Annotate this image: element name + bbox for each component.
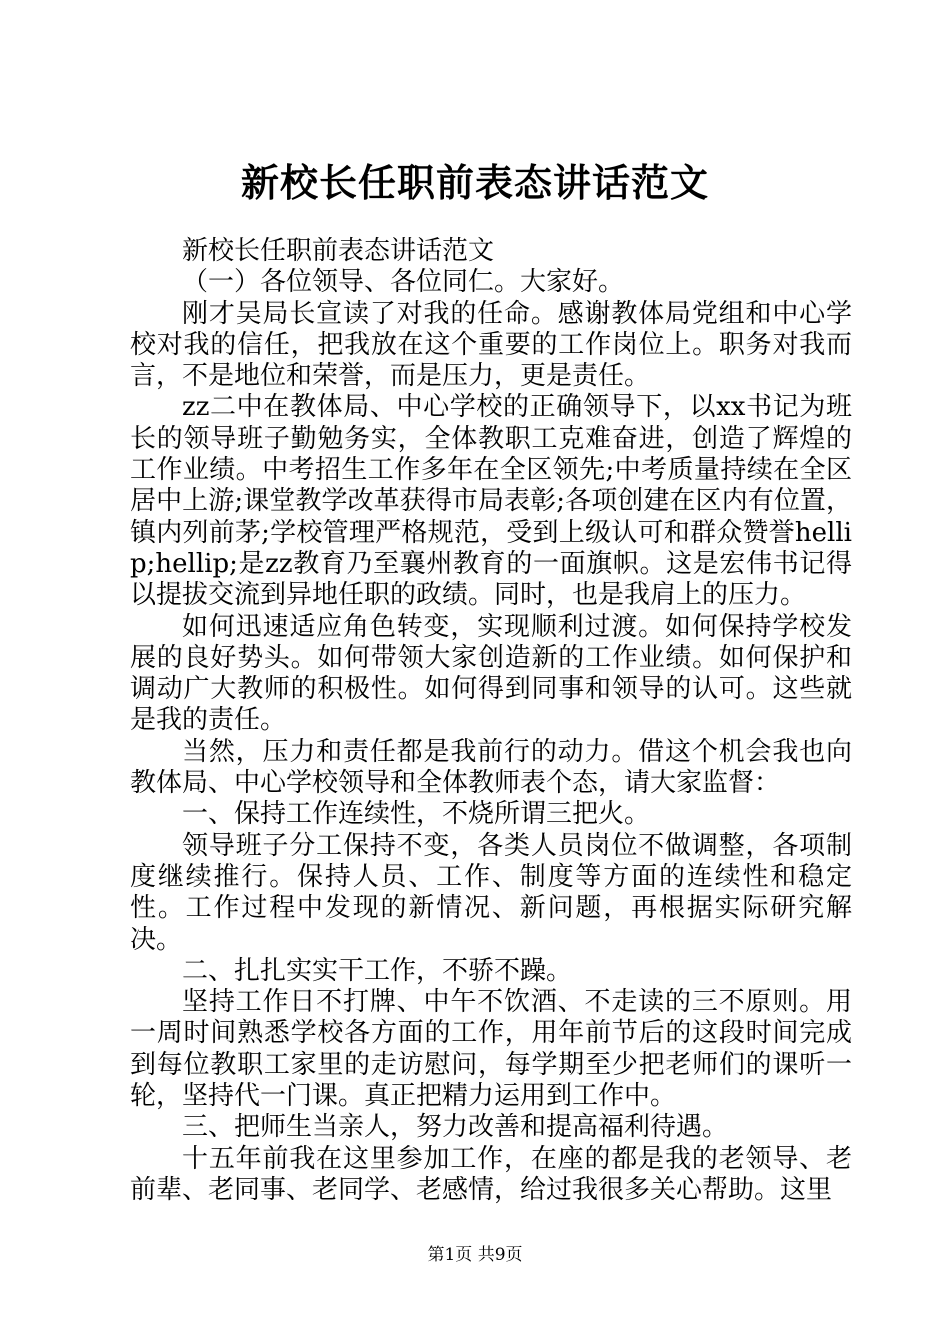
paragraph: 一、保持工作连续性，不烧所谓三把火。: [182, 799, 651, 830]
paragraph: 坚持工作日不打牌、中午不饮酒、不走读的三不原则。用一周时间熟悉学校各方面的工作，用年前节后的这段时间完成到每位教职工家里的走访慰问，每学期至少把老师们的课听一轮，坚持代一门课。真正把精力运用到工作中。: [130, 987, 852, 1112]
paragraph: 新校长任职前表态讲话范文: [182, 236, 495, 266]
document-title: 新校长任职前表态讲话范文: [240, 160, 709, 205]
page-number-footer: 第1页 共9页: [427, 1245, 523, 1265]
paragraph: 如何迅速适应角色转变，实现顺利过渡。如何保持学校发展的良好势头。如何带领大家创造新的工作业绩。如何保护和调动广大教师的积极性。如何得到同事和领导的认可。这些就是我的责任。: [130, 611, 852, 736]
paragraph: zz二中在教体局、中心学校的正确领导下，以xx书记为班长的领导班子勤勉务实，全体教职工克难奋进，创造了辉煌的工作业绩。中考招生工作多年在全区领先;中考质量持续在全区居中上游;课堂教学改革获得市局表彰;各项创建在区内有位置，镇内列前茅;学校管理严格规范，受到上级认可和群众赞誉hellip;hellip;是zz教育乃至襄州教育的一面旗帜。这是宏伟书记得以提拔交流到异地任职的政绩。同时，也是我肩上的压力。: [130, 392, 852, 611]
paragraph: 领导班子分工保持不变，各类人员岗位不做调整，各项制度继续推行。保持人员、工作、制度等方面的连续性和稳定性。工作过程中发现的新情况、新问题，再根据实际研究解决。: [130, 830, 852, 955]
paragraph: 刚才吴局长宣读了对我的任命。感谢教体局党组和中心学校对我的信任，把我放在这个重要的工作岗位上。职务对我而言，不是地位和荣誉，而是压力，更是责任。: [130, 298, 852, 392]
paragraph: 三、把师生当亲人，努力改善和提高福利待遇。: [182, 1112, 729, 1143]
paragraph: 十五年前我在这里参加工作，在座的都是我的老领导、老前辈、老同事、老同学、老感情，给过我很多关心帮助。这里: [130, 1143, 852, 1205]
paragraph: （一）各位领导、各位同仁。大家好。: [182, 267, 625, 298]
paragraph: 二、扎扎实实干工作，不骄不躁。: [182, 955, 573, 986]
document-body: [130, 236, 852, 1206]
paragraph: 当然，压力和责任都是我前行的动力。借这个机会我也向教体局、中心学校领导和全体教师表个态，请大家监督：: [130, 736, 852, 799]
